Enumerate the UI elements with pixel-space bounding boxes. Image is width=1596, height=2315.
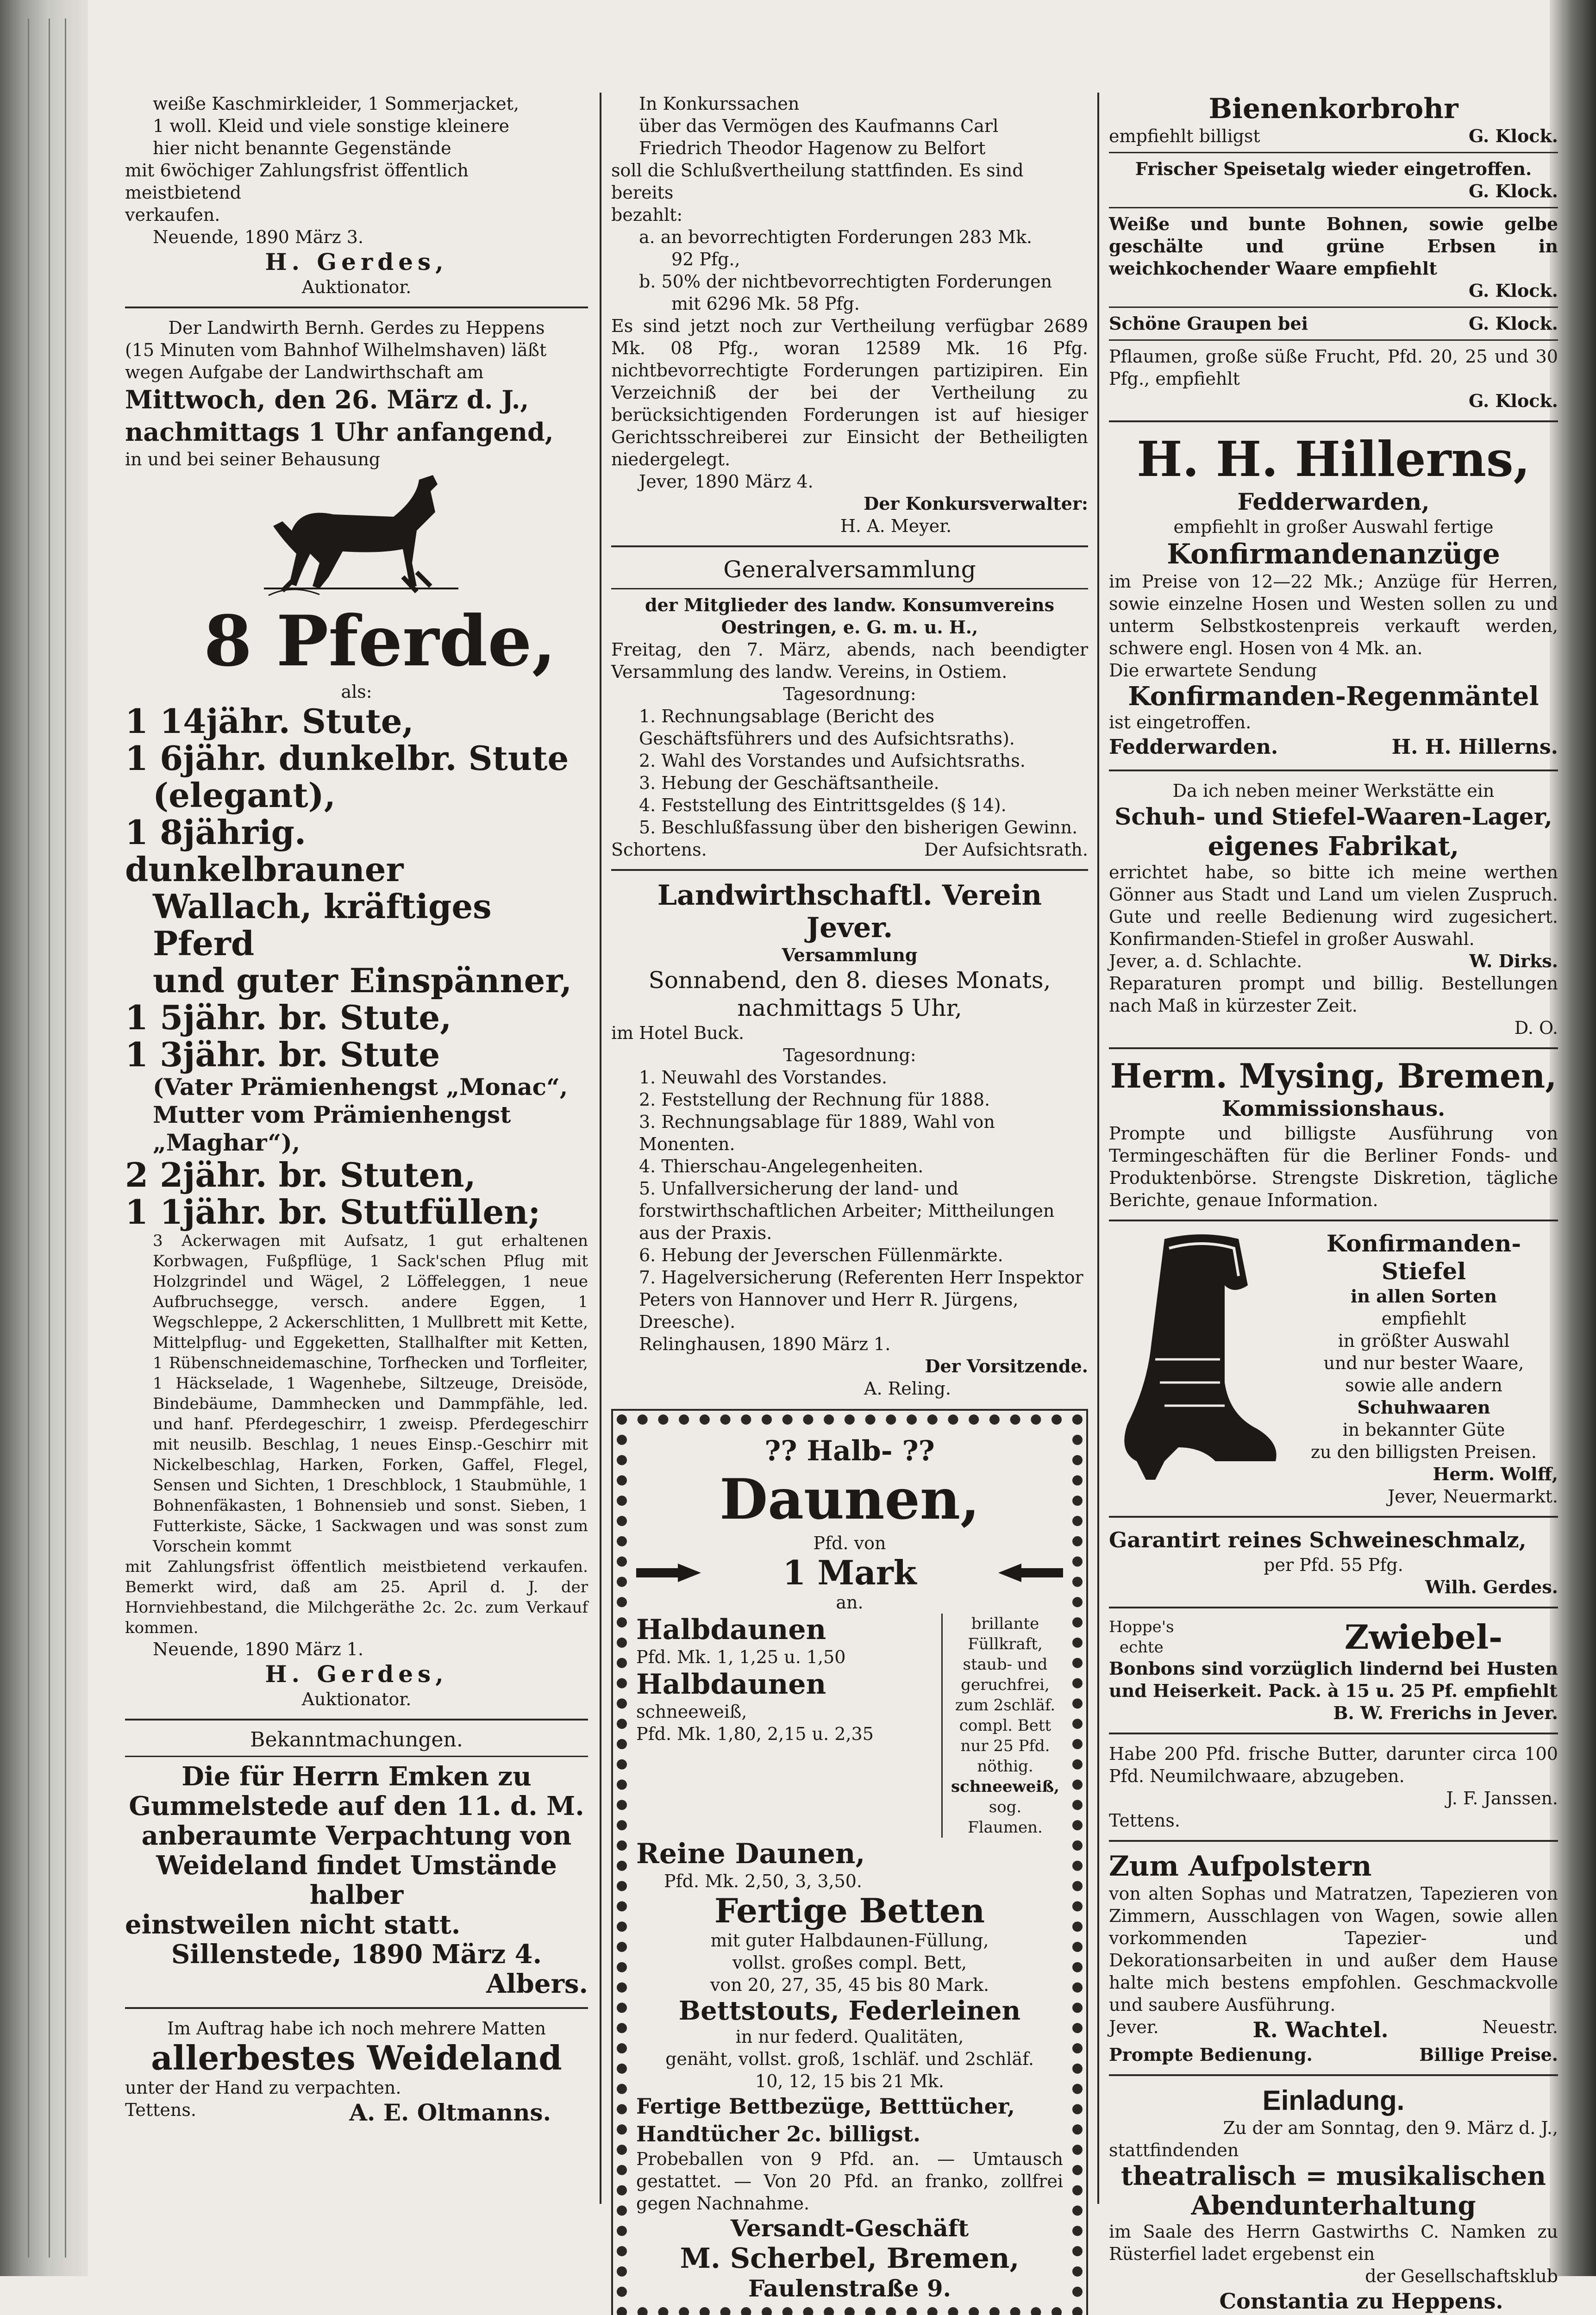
text-line: weiße Kaschmirkleider, 1 Sommerjacket,	[153, 94, 519, 114]
text-line: in nur federd. Qualitäten,	[735, 2027, 964, 2047]
date-line: Neuende, 1890 März 1.	[153, 1639, 364, 1659]
text-line: ?? Halb- ??	[764, 1435, 935, 1467]
text-line: hier nicht benannte Gegenstände	[153, 138, 451, 158]
signature: Herm. Wolff,	[1433, 1464, 1558, 1484]
role: Der Konkursverwalter:	[864, 493, 1088, 514]
text-block: Weiße und bunte Bohnen, sowie gelbe geschälte und grüne Erbsen in weichkochender Waare empfiehlt	[1109, 213, 1558, 279]
place: Fedderwarden.	[1109, 735, 1278, 759]
horse-item: 1 5jähr. br. Stute,	[125, 998, 452, 1037]
text-block: Prompte und billigste Ausführung von Termingeschäften für die Berliner Fonds- und Produktenbörse. Strengste Diskretion, tägliche Berichte, genaue Information.	[1109, 1123, 1558, 1210]
heading: Schuh- und Stiefel-Waaren-Lager,	[1114, 803, 1552, 830]
text-line: Zu der am Sonntag, den 9. März d. J.,	[1223, 2118, 1558, 2138]
text-block: im Saale des Herrn Gastwirths C. Namken zu Rüsterfiel ladet ergebenst ein	[1109, 2221, 1558, 2264]
heading: Daunen,	[720, 1467, 980, 1532]
text-line: Prompte Bedienung.	[1109, 2044, 1313, 2065]
text-block: Bonbons sind vorzüglich lindernd bei Husten und Heiserkeit. Pack. à 15 u. 25 Pf. empfiehlt	[1109, 1658, 1558, 1701]
date-line: Sillenstede, 1890 März 4.	[171, 1939, 542, 1970]
horse-item: (elegant),	[153, 776, 336, 815]
text-line: schneeweiß,	[951, 1777, 1060, 1796]
signature: G. Klock.	[1468, 280, 1558, 301]
divider	[1109, 1607, 1558, 1608]
agenda-item: 1. Rechnungsablage (Bericht des Geschäftsführers und des Aufsichtsraths).	[639, 706, 1015, 749]
sire-line: „Maghar“),	[153, 1129, 300, 1156]
text-line: empfiehlt in großer Auswahl fertige	[1173, 517, 1494, 537]
agenda-title: Tagesordnung:	[783, 1045, 916, 1065]
text-line: mit 6wöchiger Zahlungsfrist öffentlich meistbietend	[125, 160, 469, 203]
text-line: empfiehlt billigst	[1109, 126, 1260, 146]
ad-inner	[636, 1435, 1063, 2302]
product-name: Halbdaunen	[636, 1614, 826, 1646]
agenda-item: 4. Thierschau-Angelegenheiten.	[639, 1156, 924, 1176]
heading: Garantirt reines Schweineschmalz,	[1109, 1527, 1527, 1552]
text-line: 92 Pfg.,	[671, 249, 740, 269]
text-line: soll die Schlußvertheilung stattfinden. Es sind bereits	[611, 160, 1024, 203]
text-block: Reparaturen prompt und billig. Bestellungen nach Maß in kürzester Zeit.	[1109, 973, 1558, 1016]
signature: H. H. Hillerns.	[1391, 735, 1558, 759]
place: Jever, Neuermarkt.	[1388, 1486, 1558, 1507]
place: Jever, a. d. Schlachte.	[1109, 951, 1302, 971]
text-line: brillante	[971, 1614, 1039, 1633]
heading: Konfirmanden-Stiefel	[1326, 1230, 1521, 1285]
ad-general-meeting	[611, 556, 1088, 861]
ad-wolff	[1109, 1230, 1558, 1508]
heading: Zwiebel-	[1344, 1617, 1502, 1657]
divider	[1109, 1840, 1558, 1842]
firm-name: M. Scherbel, Bremen,	[680, 2242, 1020, 2275]
signature: R. Wachtel.	[1252, 2017, 1389, 2042]
text-line: Der Landwirth Bernh. Gerdes zu Heppens	[168, 318, 545, 338]
ad-butter	[1109, 1743, 1558, 1832]
ad-upholstery	[1109, 1850, 1558, 2066]
spine-edge	[65, 19, 66, 2258]
text-line: (15 Minuten vom Bahnhof Wilhelmshaven) läßt	[125, 340, 547, 360]
horse-item: und guter Einspänner,	[153, 961, 572, 1000]
text-line: verkaufen.	[125, 205, 220, 225]
text-line: wegen Aufgabe der Landwirthschaft am	[125, 362, 484, 382]
ad-klock	[1109, 93, 1558, 412]
price-line: Pfd. Mk. 2,50, 3, 3,50.	[664, 1871, 863, 1891]
text-line: Gummelstede auf den 11. d. M.	[129, 1791, 584, 1821]
text-line: Da ich neben meiner Werkstätte ein	[1172, 781, 1495, 801]
agenda-item: 7. Hagelversicherung (Referenten Herr Inspektor Peters von Hannover und Herr R. Jürgens, Dreesche).	[639, 1267, 1083, 1332]
ad-hillerns	[1109, 431, 1558, 761]
text-line: Friedrich Theodor Hagenow zu Belfort	[639, 138, 986, 158]
text-line: nur 25 Pfd. nöthig.	[960, 1737, 1050, 1776]
text-line: empfiehlt	[1381, 1308, 1466, 1329]
divider	[1109, 207, 1558, 208]
text-line: der Gesellschaftsklub	[1365, 2266, 1558, 2286]
divider	[1109, 420, 1558, 422]
text-line: einstweilen nicht statt.	[125, 1909, 461, 1940]
divider	[125, 307, 588, 308]
date-line: Jever, 1890 März 4.	[639, 471, 814, 492]
horse-item: 1 8jährig. dunkelbrauner	[125, 813, 404, 889]
spine-edge	[49, 19, 50, 2258]
text-line: unter der Hand zu verpachten.	[125, 2077, 401, 2098]
horse-item: Wallach, kräftiges Pferd	[153, 887, 492, 963]
date-line: Relinghausen, 1890 März 1.	[639, 1334, 891, 1354]
text-line: Versammlung	[782, 945, 918, 965]
event-title: theatralisch = musikalischen	[1120, 2161, 1546, 2191]
pasture-heading: allerbestes Weideland	[151, 2038, 562, 2077]
ad-announcement	[125, 1729, 588, 1999]
sire-line: (Vater Prämienhengst „Monac“,	[153, 1073, 568, 1101]
text-line: und nur bester Waare,	[1323, 1353, 1524, 1373]
heading: Generalversammlung	[723, 556, 976, 583]
text-block: von alten Sophas und Matratzen, Tapezieren von Zimmern, Ausschlagen von Wagen, sowie allen vorkommenden Tapezier- und Dekorationsarbeiten in und außer dem Hause halte mich bestens empfohlen. Geschmackvolle und saubere Ausführung.	[1109, 1883, 1558, 2015]
text-line: compl. Bett	[959, 1716, 1051, 1735]
text-line: Im Auftrag habe ich noch mehrere Matten	[167, 2018, 546, 2039]
product-name: Fertige Bettbezüge, Betttücher,	[636, 2094, 1015, 2119]
date-line: Neuende, 1890 März 3.	[153, 227, 364, 247]
text-line: echte	[1119, 1638, 1164, 1657]
signature: G. Klock.	[1468, 125, 1558, 146]
signature: W. Dirks.	[1469, 951, 1558, 971]
ad-dirks	[1109, 780, 1558, 1039]
product-name: Handtücher 2c. billigst.	[636, 2121, 920, 2146]
text-line: Flaumen.	[968, 1818, 1043, 1837]
text-line: als:	[341, 682, 372, 702]
text-line: Schöne Graupen bei	[1109, 313, 1308, 334]
place: Tettens.	[1109, 1810, 1180, 1831]
role: Der Vorsitzende.	[925, 1356, 1088, 1376]
horse-item: 1 3jähr. br. Stute	[125, 1035, 440, 1074]
heading: Bekanntmachungen.	[250, 1728, 463, 1752]
agenda-item: 3. Rechnungsablage für 1889, Wahl von Monenten.	[639, 1112, 995, 1154]
event-time: nachmittags 5 Uhr,	[737, 995, 962, 1021]
text-line: in und bei seiner Behausung	[125, 449, 381, 469]
column-1	[125, 93, 588, 2204]
address: Faulenstraße 9.	[748, 2275, 951, 2302]
price-line: Pfd. Mk. 1, 1,25 u. 1,50	[636, 1647, 846, 1667]
signature: A. Reling.	[864, 1378, 951, 1399]
equipment-list: 3 Ackerwagen mit Aufsatz, 1 gut erhaltenen Korbwagen, Fußpflüge, 1 Sack'schen Pflug mit Holzgrindel und Wägel, 2 Löffeleggen, 1 neue Aufbruchsegge, versch. andere Eggen, 1 Wegschleppe, 2 Ackerschlitten, 1 Mullbrett mit Kette, Mittelpflug- und Eggeketten, Stallhalfter mit Ketten, 1 Rübenschneidemaschine, Torfhecken und Torfleiter, 1 Häckselade, 1 Wagenhebe, Siltzeuge, Dreisöde, Bindebäume, Dammhecken und Dammpfähle, led. und hanf. Pferdegeschirr, 1 zweisp. Pferdegeschirr mit neusilb. Beschlag, 1 neues Einsp.-Geschirr mit Nickelbeschlag, Harken, Forken, Gaffel, Flegel, Sensen und Sichten, 1 Dreschblock, 1 Staubmühle, 1 Bohnenfäkasten, 1 Bohnensieb und sonst. Sieben, 1 Futterkiste, Säcke, 1 Sackwagen und was sonst zum Vorschein kommt	[153, 1232, 588, 1556]
horse-illustration	[264, 470, 458, 600]
event-date: Mittwoch, den 26. März d. J.,	[125, 385, 529, 414]
divider	[1109, 1516, 1558, 1518]
address: Neuestr.	[1482, 2017, 1558, 2037]
heading: H. H. Hillerns,	[1137, 431, 1530, 488]
event-time: nachmittags 1 Uhr anfangend,	[125, 417, 554, 447]
text-line: sog.	[989, 1798, 1022, 1816]
text-block: errichtet habe, so bitte ich meine werthen Gönner aus Stadt und Land um vielen Zuspruch. Gute und reelle Bedienung wird zugesichert. Konfirmanden-Stiefel in großer Auswahl.	[1109, 862, 1558, 949]
text-line: Weideland findet Umstände halber	[156, 1850, 557, 1910]
text-line: Hoppe's	[1109, 1618, 1174, 1636]
divider	[125, 2007, 588, 2009]
text-line: der Mitglieder des landw. Konsumvereins	[645, 594, 1054, 615]
text-line: zum 2schläf.	[955, 1696, 1056, 1714]
agenda-item: 1. Neuwahl des Vorstandes.	[639, 1067, 888, 1088]
agenda-item: 5. Unfallversicherung der land- und forstwirthschaftlichen Arbeiter; Mittheilungen aus der Praxis.	[639, 1178, 1055, 1243]
text-line: sowie alle andern	[1345, 1375, 1502, 1395]
text-line: schneeweiß,	[636, 1702, 747, 1722]
text-line: in größter Auswahl	[1338, 1331, 1510, 1351]
book-spine	[0, 0, 88, 2276]
ad-invitation	[1109, 2084, 1558, 2315]
horse-item: 2 2jähr. br. Stuten,	[125, 1155, 476, 1195]
signature: G. Klock.	[1468, 313, 1558, 334]
text-line: stattfindenden	[1109, 2140, 1239, 2160]
signature: B. W. Frerichs in Jever.	[1333, 1702, 1558, 1723]
place: Jever.	[1109, 2017, 1159, 2037]
product-name: Konfirmanden-Regenmäntel	[1128, 681, 1539, 712]
price-line: per Pfd. 55 Pfg.	[1264, 1555, 1403, 1575]
heading: Landwirthschaftl. Verein Jever.	[657, 879, 1042, 944]
signature: Constantia zu Heppens.	[1219, 2289, 1503, 2314]
horse-item: 1 6jähr. dunkelbr. Stute	[125, 738, 569, 778]
pointing-hand-icon	[636, 1559, 706, 1587]
text-block: Es sind jetzt noch zur Vertheilung verfügbar 2689 Mk. 08 Pfg., woran 12589 Mk. 16 Pfg. nichtbevorrechtigte Forderungen partizipiren. Ein Verzeichniß der bei der Vertheilung zu berücksichtigenden Forderungen ist auf hiesiger Gerichtsschreiberei zur Einsicht der Betheiligten niedergelegt.	[611, 316, 1088, 469]
text-line: 1 woll. Kleid und viele sonstige kleinere	[153, 116, 510, 136]
column-3	[1109, 93, 1558, 2314]
divider	[1109, 1733, 1558, 1734]
ad-down-feathers	[611, 1409, 1088, 2315]
signature: H. A. Meyer.	[840, 516, 952, 536]
text-line: b. 50% der nichtbevorrechtigten Forderungen	[639, 271, 1052, 292]
signature: A. E. Oltmanns.	[349, 2099, 551, 2126]
divider	[1109, 1047, 1558, 1049]
signature: Albers.	[486, 1969, 588, 1999]
text-line: im Hotel Buck.	[611, 1023, 745, 1043]
heading: Bienenkorbrohr	[1208, 93, 1458, 125]
text-line: Die für Herrn Emken zu	[182, 1761, 532, 1792]
text-line: von 20, 27, 35, 45 bis 80 Mark.	[710, 1975, 989, 1995]
signature: H. Gerdes,	[265, 1660, 448, 1688]
text-line: über das Vermögen des Kaufmanns Carl	[639, 116, 999, 136]
text-line: bezahlt:	[611, 205, 683, 225]
ad-onion-bonbons	[1109, 1617, 1558, 1724]
text-line: ist eingetroffen.	[1109, 712, 1252, 732]
text-line: mit 6296 Mk. 58 Pfg.	[671, 294, 860, 314]
signature: Wilh. Gerdes.	[1425, 1577, 1558, 1597]
pointing-hand-icon	[994, 1559, 1063, 1587]
divider	[1109, 152, 1558, 153]
signature: G. Klock.	[1468, 181, 1558, 201]
divider	[1109, 770, 1558, 771]
text-line: in bekannter Güte	[1342, 1420, 1505, 1440]
signature: G. Klock.	[1468, 390, 1558, 411]
agenda-item: 2. Wahl des Vorstandes und Aufsichtsraths.	[639, 751, 1026, 771]
heading: In Konkurssachen	[639, 94, 800, 114]
text-block: Probeballen von 9 Pfd. an. — Umtausch gestattet. — Von 20 Pfd. an franko, zollfrei gegen Nachnahme.	[636, 2149, 1063, 2214]
horse-item: 1 1jähr. br. Stutfüllen;	[125, 1192, 541, 1232]
text-line: vollst. großes compl. Bett,	[732, 1952, 967, 1973]
ad-pasture	[125, 2017, 588, 2127]
place: Tettens.	[125, 2100, 196, 2120]
signature: J. F. Janssen.	[1446, 1788, 1558, 1808]
ad-agri-association	[611, 879, 1088, 1400]
ad-lard	[1109, 1526, 1558, 1598]
text-line: an.	[836, 1592, 864, 1613]
heading: Herm. Mysing, Bremen,	[1110, 1056, 1557, 1095]
text-block: im Preise von 12—22 Mk.; Anzüge für Herren, sowie einzelne Hosen und Westen sollen zu und unterm Selbstkostenpreis verkauft werden, schwere engl. Hosen von 4 Mk. an.	[1109, 571, 1558, 658]
divider	[611, 545, 1088, 547]
text-line: Die erwartete Sendung	[1109, 660, 1317, 681]
boot-illustration	[1109, 1230, 1285, 1489]
horse-item: 1 14jähr. Stute,	[125, 701, 414, 741]
text-line: mit guter Halbdaunen-Füllung,	[710, 1930, 989, 1951]
text-line: Füllkraft,	[968, 1635, 1043, 1653]
ad-bankruptcy	[611, 93, 1088, 537]
agenda-item: 2. Feststellung der Rechnung für 1888.	[639, 1089, 990, 1110]
divider	[611, 869, 1088, 871]
text-line: 10, 12, 15 bis 21 Mk.	[755, 2071, 944, 2091]
text-line: staub- und geruchfrei,	[961, 1655, 1050, 1694]
divider	[125, 1756, 588, 1757]
place: Schortens.	[611, 839, 707, 860]
column-2	[611, 93, 1088, 2302]
text-line: genäht, vollst. groß, 1schläf. und 2schläf.	[665, 2049, 1034, 2069]
divider	[1109, 339, 1558, 341]
text-block: Habe 200 Pfd. frische Butter, darunter circa 100 Pfd. Neumilchwaare, abzugeben.	[1109, 1744, 1558, 1786]
product-name: Konfirmandenanzüge	[1167, 538, 1500, 570]
divider	[611, 588, 1088, 589]
agenda-item: 4. Feststellung des Eintrittsgeldes (§ 14).	[639, 795, 1007, 815]
agenda-item: 6. Hebung der Jeverschen Füllenmärkte.	[639, 1245, 1003, 1265]
text-line: Frischer Speisetalg wieder eingetroffen.	[1135, 158, 1532, 179]
text-line: Kommissionshaus.	[1221, 1096, 1446, 1121]
text-line: Versandt-Geschäft	[730, 2215, 969, 2242]
signature: H. Gerdes,	[265, 248, 448, 275]
text-line: D. O.	[1514, 1018, 1558, 1038]
agenda-item: 5. Beschlußfassung über den bisherigen Gewinn.	[639, 817, 1078, 838]
ad-mysing	[1109, 1057, 1558, 1211]
agenda-title: Tagesordnung:	[783, 684, 916, 704]
text-line: zu den billigsten Preisen.	[1311, 1442, 1537, 1462]
divider	[1109, 2074, 1558, 2076]
text-line: in allen Sorten	[1351, 1286, 1497, 1307]
place: Fedderwarden,	[1237, 488, 1430, 515]
heading: Zum Aufpolstern	[1109, 1850, 1372, 1883]
spine-edge	[28, 19, 29, 2258]
text-line: Pfd. von	[813, 1533, 886, 1553]
text-line: a. an bevorrechtigten Forderungen 283 Mk.	[639, 227, 1033, 247]
price-line: Pfd. Mk. 1,80, 2,15 u. 2,35	[636, 1724, 874, 1744]
text-block: Pflaumen, große süße Frucht, Pfd. 20, 25 und 30 Pfg., empfiehlt	[1109, 346, 1558, 389]
product-name: Reine Daunen,	[636, 1838, 865, 1870]
product-name: Bettstouts, Federleinen	[678, 1996, 1021, 2026]
ad-auction-clothes	[125, 93, 588, 298]
divider	[125, 1719, 588, 1721]
text-block: mit Zahlungsfrist öffentlich meistbietend verkaufen. Bemerkt wird, daß am 25. April d. J. der Hornviehbestand, die Milchgeräthe 2c. 2c. zum Verkauf kommen.	[125, 1558, 588, 1637]
price: 1 Mark	[782, 1553, 917, 1592]
text-line: Schuhwaaren	[1357, 1397, 1490, 1418]
role: Auktionator.	[301, 277, 412, 297]
sire-line: Mutter vom Prämienhengst	[153, 1101, 511, 1128]
column-rule	[600, 93, 601, 2204]
product-name: Fertige Betten	[714, 1891, 985, 1930]
signature: Der Aufsichtsrath.	[924, 839, 1088, 860]
text-line: Billige Preise.	[1419, 2044, 1558, 2065]
text-line: Oestringen, e. G. m. u. H.,	[721, 617, 978, 638]
divider	[1109, 307, 1558, 308]
product-name: Halbdaunen	[636, 1668, 826, 1701]
role: Auktionator.	[301, 1689, 412, 1709]
heading: eigenes Fabrikat,	[1208, 831, 1459, 862]
text-block: Freitag, den 7. März, abends, nach beendigter Versammlung des landw. Vereins, in Ostiem.	[611, 639, 1088, 682]
heading: Einladung.	[1262, 2085, 1405, 2116]
column-rule	[1097, 93, 1099, 2204]
text-line: anberaumte Verpachtung von	[141, 1821, 572, 1851]
event-date: Sonnabend, den 8. dieses Monats,	[648, 967, 1051, 994]
event-title: Abendunterhaltung	[1191, 2190, 1476, 2221]
horses-heading: 8 Pferde,	[204, 601, 556, 682]
ad-horse-auction	[125, 317, 588, 1710]
divider	[1109, 1220, 1558, 1221]
agenda-item: 3. Hebung der Geschäftsantheile.	[639, 773, 939, 793]
